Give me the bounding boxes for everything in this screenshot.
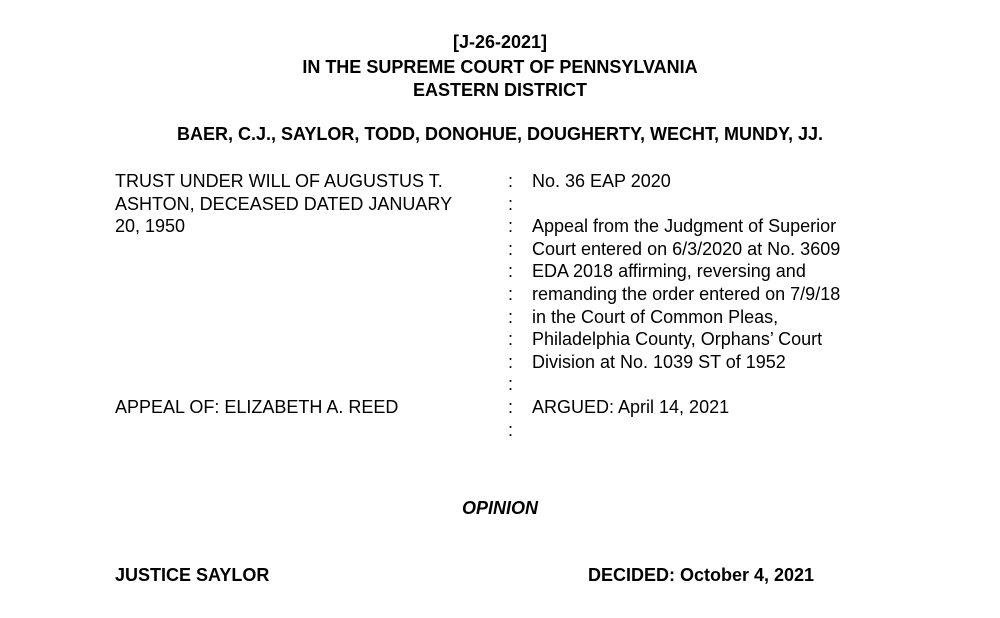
- decided-date: DECIDED: October 4, 2021: [588, 565, 815, 585]
- caption-left: [115, 260, 508, 283]
- opinion-author: JUSTICE SAYLOR: [115, 565, 270, 585]
- caption-right: Division at No. 1039 ST of 1952: [532, 351, 786, 372]
- caption-row: [115, 238, 895, 261]
- caption-separator: :: [508, 306, 514, 327]
- caption-left: [115, 306, 508, 329]
- caption-separator: :: [508, 419, 514, 440]
- caption-separator: :: [508, 374, 514, 395]
- caption-left: 20, 1950: [115, 216, 186, 237]
- caption-separator: :: [508, 238, 514, 259]
- docket-number: [J-26-2021]: [452, 32, 548, 52]
- caption-right: [532, 373, 895, 396]
- caption-separator: :: [508, 171, 514, 191]
- caption-row: [115, 328, 895, 351]
- caption-separator: :: [508, 329, 514, 350]
- caption-left: [115, 238, 508, 261]
- caption-right: Philadelphia County, Orphans’ Court: [532, 329, 823, 350]
- case-caption: [115, 170, 895, 441]
- caption-right: No. 36 EAP 2020: [532, 171, 671, 191]
- caption-row: [115, 193, 895, 216]
- district-name: EASTERN DISTRICT: [412, 80, 587, 100]
- opinion-title: OPINION: [461, 498, 538, 518]
- caption-right: [532, 193, 895, 216]
- caption-left: APPEAL OF: ELIZABETH A. REED: [115, 396, 399, 417]
- caption-right: ARGUED: April 14, 2021: [532, 396, 730, 417]
- caption-row: [115, 170, 895, 193]
- justices-line: BAER, C.J., SAYLOR, TODD, DONOHUE, DOUGHERTY, WECHT, MUNDY, JJ.: [176, 124, 824, 144]
- caption-separator: :: [508, 351, 514, 372]
- caption-left: ASHTON, DECEASED DATED JANUARY: [115, 193, 453, 214]
- caption-row: [115, 260, 895, 283]
- caption-separator: :: [508, 216, 514, 237]
- caption-left: [115, 283, 508, 306]
- caption-row: [115, 351, 895, 374]
- caption-row: [115, 419, 895, 442]
- caption-row: [115, 306, 895, 329]
- caption-right: [532, 419, 895, 442]
- court-name: IN THE SUPREME COURT OF PENNSYLVANIA: [302, 57, 698, 77]
- caption-row: [115, 373, 895, 396]
- caption-right: Appeal from the Judgment of Superior: [532, 216, 837, 237]
- caption-left: [115, 351, 508, 374]
- caption-right: in the Court of Common Pleas,: [532, 306, 779, 327]
- caption-separator: :: [508, 396, 514, 417]
- caption-row: [115, 215, 895, 238]
- caption-separator: :: [508, 261, 514, 282]
- caption-left: [115, 373, 508, 396]
- caption-left: [115, 419, 508, 442]
- caption-left: [115, 328, 508, 351]
- caption-row: [115, 396, 895, 419]
- caption-separator: :: [508, 283, 514, 304]
- caption-right: remanding the order entered on 7/9/18: [532, 283, 841, 304]
- caption-left: TRUST UNDER WILL OF AUGUSTUS T.: [115, 171, 443, 191]
- caption-right: Court entered on 6/3/2020 at No. 3609: [532, 238, 841, 259]
- caption-row: [115, 283, 895, 306]
- caption-right: EDA 2018 affirming, reversing and: [532, 261, 806, 282]
- caption-separator: :: [508, 193, 514, 214]
